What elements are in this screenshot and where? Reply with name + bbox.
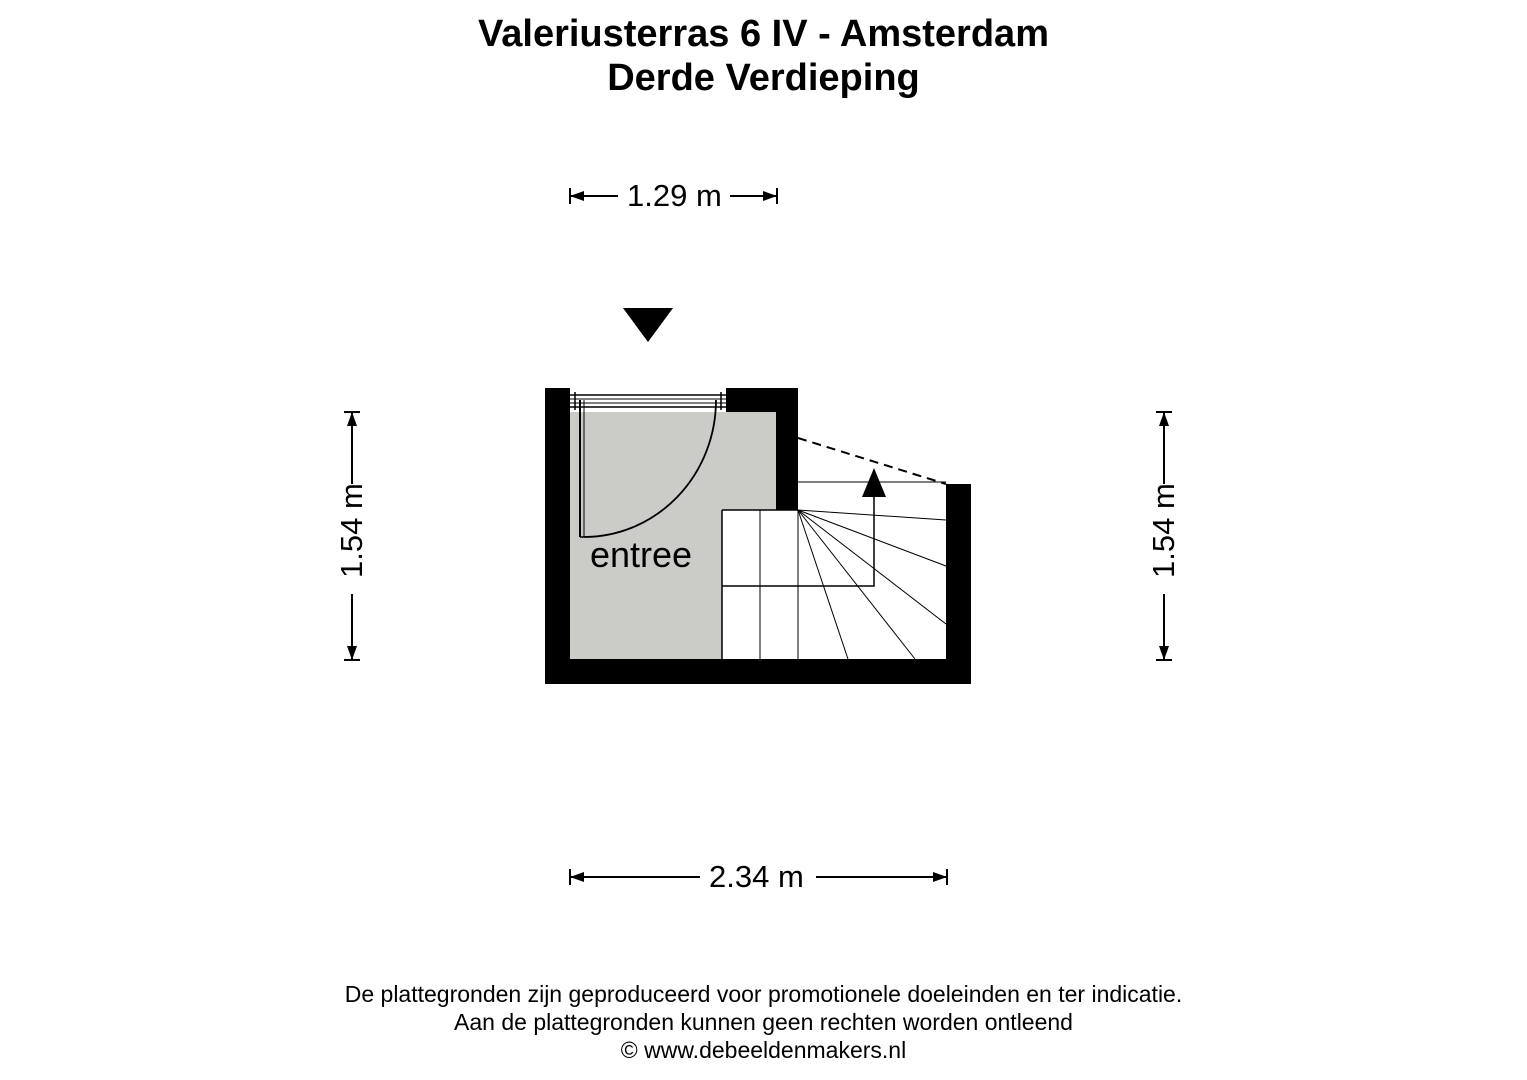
entrance-marker-icon <box>623 308 673 342</box>
entrance-door-opening <box>570 390 726 410</box>
disclaimer-line-2: Aan de plattegronden kunnen geen rechten worden ontleend <box>454 1009 1073 1035</box>
dimension-left-label: 1.54 m <box>334 483 369 578</box>
dimension-right-label: 1.54 m <box>1146 483 1181 578</box>
copyright-line: © www.debeeldenmakers.nl <box>620 1037 907 1063</box>
dimension-bottom-label: 2.34 m <box>709 859 804 894</box>
disclaimer-line-1: De plattegronden zijn geproduceerd voor promotionele doeleinden en ter indicatie. <box>344 981 1183 1007</box>
dimension-top-label: 1.29 m <box>627 178 722 213</box>
plan-title: Valeriusterras 6 IV - Amsterdam <box>478 13 1049 55</box>
floor-name: Derde Verdieping <box>607 57 920 99</box>
room-label-entree: entree <box>590 534 693 575</box>
